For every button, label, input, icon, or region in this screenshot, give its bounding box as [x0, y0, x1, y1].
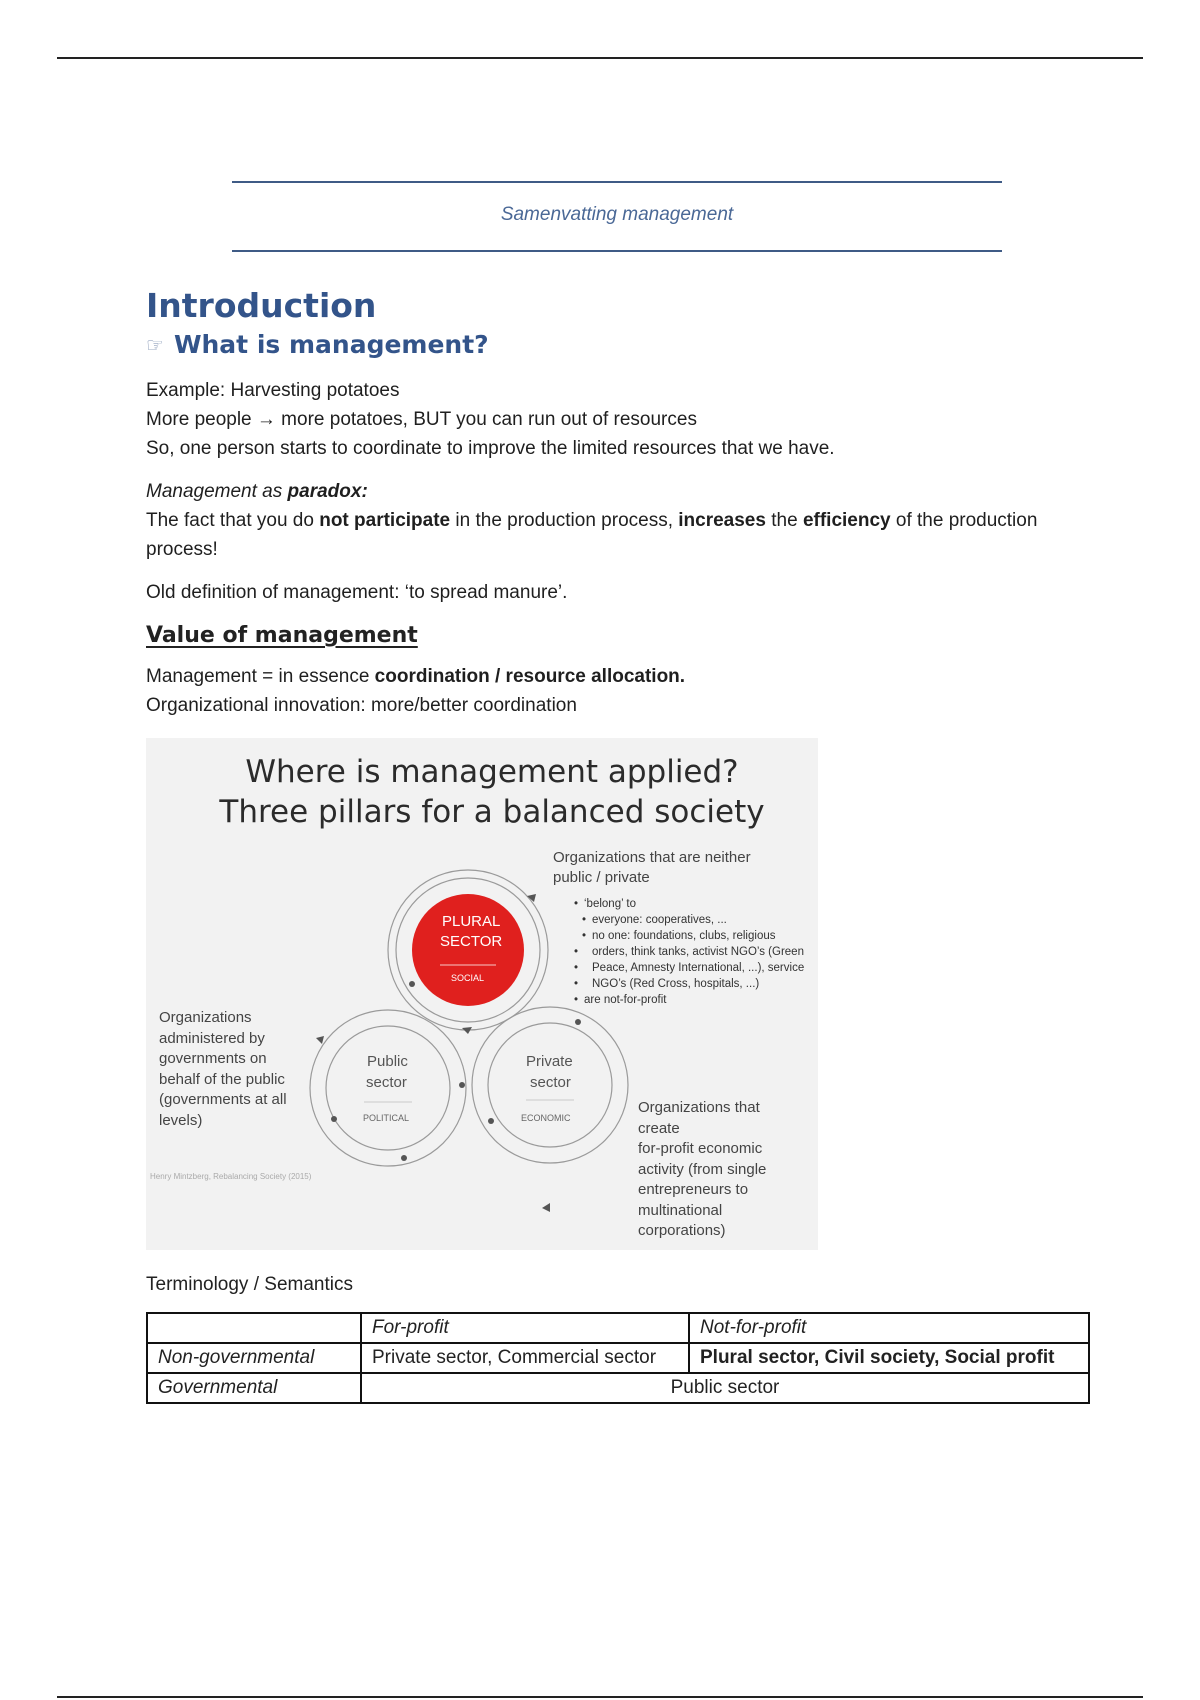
table-row [147, 1343, 1089, 1373]
table-cell-public-sector: Public sector [361, 1373, 1089, 1403]
table-cell-plural-sector: Plural sector, Civil society, Social profit [689, 1343, 1089, 1373]
heading-introduction: Introduction [146, 286, 377, 325]
public-desc-line: governments on [159, 1050, 267, 1067]
plural-sub-label: SOCIAL [451, 973, 485, 983]
value-line-1-b: coordination / resource allocation. [374, 666, 686, 687]
paradox-heading [146, 477, 1096, 506]
header-rule-top [232, 181, 1002, 183]
coordinate-line: So, one person starts to coordinate to improve the limited resources that we have. [146, 438, 835, 459]
private-sub-label: ECONOMIC [521, 1113, 571, 1123]
plural-sub-bullet: • no one: foundations, clubs, religious [574, 928, 824, 944]
old-definition-line: Old definition of management: ‘to spread manure’. [146, 582, 568, 603]
table-row-label-governmental: Governmental [147, 1373, 361, 1403]
plural-bullet: • ‘belong’ to [574, 896, 824, 912]
bottom-page-rule [57, 1696, 1143, 1698]
value-line-1-a: Management = in essence [146, 666, 375, 687]
plural-bullet-cont: • Peace, Amnesty International, ...), service [574, 960, 824, 976]
three-pillars-figure [146, 738, 818, 1250]
heading-value-of-management: Value of management [146, 623, 418, 648]
terminology-label: Terminology / Semantics [146, 1274, 353, 1295]
public-label-1: Public [367, 1053, 408, 1070]
private-desc-line: corporations) [638, 1222, 726, 1239]
plural-description-1: Organizations that are neither [553, 849, 751, 866]
plural-label-1: PLURAL [442, 913, 501, 930]
figure-credit: Henry Mintzberg, Rebalancing Society (2015) [150, 1172, 312, 1181]
plural-bullet-cont: • orders, think tanks, activist NGO’s (Green [574, 944, 824, 960]
public-desc-line: Organizations [159, 1009, 252, 1026]
plural-label-2: SECTOR [440, 933, 503, 950]
private-desc-line: multinational [638, 1201, 723, 1219]
paradox-paragraph [146, 506, 1096, 564]
public-desc-line: (governments at all [159, 1091, 287, 1108]
private-label-1: Private [526, 1053, 573, 1070]
table-row-label-non-governmental: Non-governmental [147, 1343, 361, 1373]
plural-description-2: public / private [553, 869, 650, 886]
fact-part-1: The fact that you do [146, 510, 320, 531]
public-desc-line: levels) [159, 1111, 203, 1129]
header-rule-bottom [232, 250, 1002, 252]
public-description [159, 1008, 287, 1131]
top-page-rule [57, 57, 1143, 59]
fact-part-3: in the production process, [450, 510, 679, 531]
heading-what-is-management-text: What is management? [173, 330, 489, 359]
private-desc-line: create [638, 1119, 680, 1137]
fact-part-4: increases [678, 510, 766, 531]
public-desc-line: administered by [159, 1029, 265, 1047]
pointing-hand-icon: ☞ [146, 333, 164, 357]
paradox-text-a: Management as [146, 481, 288, 502]
table-cell-private-sector: Private sector, Commercial sector [361, 1343, 689, 1373]
private-description [638, 1098, 766, 1242]
table-row [147, 1313, 1089, 1343]
private-desc-line: for-profit economic [638, 1140, 763, 1157]
fact-part-6: efficiency [802, 510, 891, 531]
figure-title-2: Three pillars for a balanced society [219, 794, 765, 830]
more-people-text-b: more potatoes, BUT you can run out of resources [275, 409, 697, 430]
plural-bullet: • are not-for-profit [574, 992, 824, 1008]
fact-part-5: the [765, 510, 803, 531]
plural-bullet-list [574, 896, 824, 1008]
paradox-text-b: paradox: [287, 481, 368, 502]
value-line-2: Organizational innovation: more/better coordination [146, 695, 577, 716]
table-cell-empty [147, 1313, 361, 1343]
private-desc-line: Organizations that [638, 1099, 760, 1116]
more-people-text-a: More people [146, 409, 257, 430]
table-row [147, 1373, 1089, 1403]
private-desc-line: activity (from single [638, 1160, 767, 1178]
fact-part-7: of the production process! [146, 510, 1038, 560]
plural-sub-bullet: • everyone: cooperatives, ... [574, 912, 824, 928]
table-header-not-for-profit: Not-for-profit [689, 1313, 1089, 1343]
public-sub-label: POLITICAL [363, 1113, 410, 1123]
private-label-2: sector [530, 1074, 571, 1091]
terminology-table [146, 1312, 1090, 1404]
more-people-line [146, 405, 1096, 434]
heading-what-is-management [146, 328, 1096, 362]
table-header-for-profit: For-profit [361, 1313, 689, 1343]
plural-bullet-cont: • NGO’s (Red Cross, hospitals, ...) [574, 976, 824, 992]
example-line: Example: Harvesting potatoes [146, 380, 400, 401]
public-label-2: sector [366, 1074, 407, 1091]
value-line-1 [146, 662, 1096, 691]
document-body [146, 284, 1096, 1404]
public-desc-line: behalf of the public [159, 1070, 285, 1088]
arrow-right-icon: → [256, 409, 276, 430]
private-desc-line: entrepreneurs to [638, 1181, 749, 1198]
figure-title-1: Where is management applied? [245, 754, 739, 790]
running-header-title: Samenvatting management [500, 204, 734, 225]
fact-part-2: not participate [319, 510, 451, 531]
